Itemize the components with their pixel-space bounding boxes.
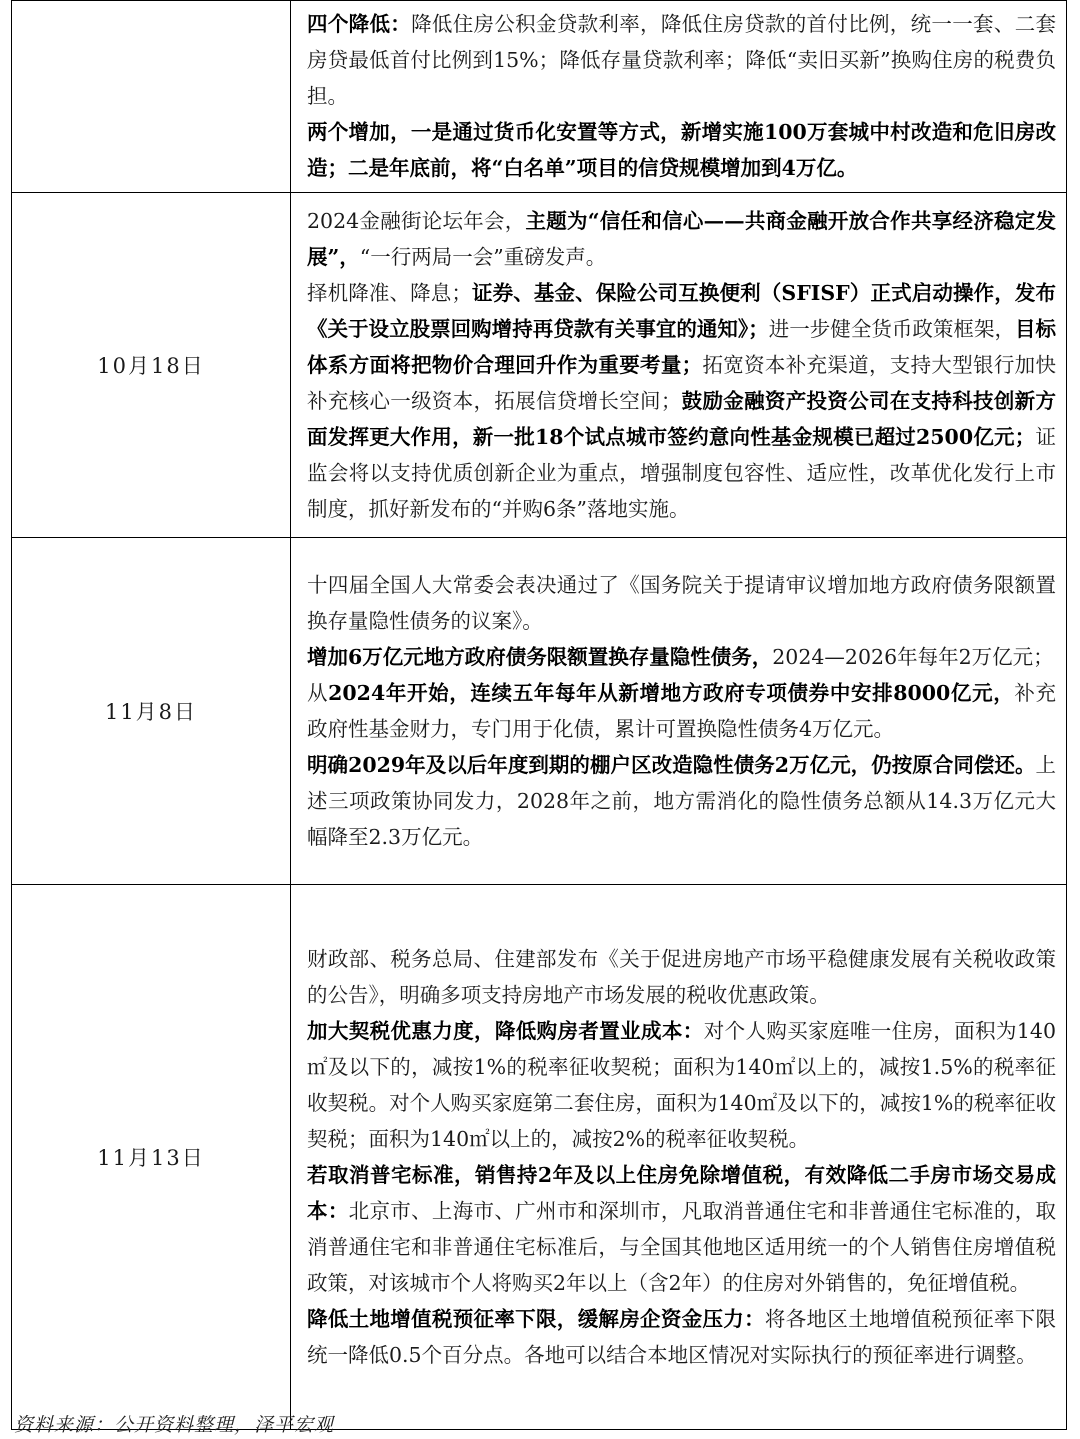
bold-text-segment: 主题为“信任和信心——共商金融开放合作共享经济稳定发展”， — [307, 208, 1056, 269]
text-segment: 2024—2026年每年2万亿元； — [772, 644, 1054, 669]
bold-text-segment: 若取消普宅标准，销售持2年及以上住房免除增值税，有效降低二手房市场交易成本： — [307, 1162, 1056, 1223]
policy-paragraph — [307, 1301, 1056, 1373]
policy-paragraph — [307, 675, 1056, 747]
policy-paragraph — [307, 1157, 1056, 1301]
date-cell: 11月13日 — [12, 885, 291, 1430]
source-note: 资料来源：公开资料整理，泽平宏观 — [14, 1414, 335, 1436]
table-row — [12, 885, 1067, 1430]
content-cell — [291, 193, 1067, 538]
content-cell — [291, 885, 1067, 1430]
text-segment: 十四届全国人大常委会表决通过了《国务院关于提请审议增加地方政府债务限额置换存量隐性债务的议案》。 — [307, 572, 1056, 633]
policy-paragraph — [307, 6, 1056, 114]
bold-text-segment: 两个增加，一是通过货币化安置等方式，新增实施100万套城中村改造和危旧房改造；二是年底前，将“白名单”项目的信贷规模增加到4万亿。 — [307, 120, 1056, 180]
content-cell — [291, 538, 1067, 885]
table-row — [12, 538, 1067, 885]
text-segment: 补充政府性基金财力，专门用于化债，累计可置换隐性债务4万亿元。 — [307, 680, 1057, 741]
text-segment: 对个人购买家庭唯一住房，面积为140㎡及以下的，减按1%的税率征收契税；面积为140㎡以上的，减按1.5%的税率征收契税。对个人购买家庭第二套住房，面积为140㎡及以下的，减按1%的税率征收契税；面积为140㎡以上的，减按2%的税率征收契税。 — [307, 1018, 1056, 1151]
text-segment: 将各地区土地增值税预征率下限统一降低0.5个百分点。各地可以结合本地区情况对实际执行的预征率进行调整。 — [307, 1306, 1057, 1367]
date-cell — [12, 1, 291, 193]
policy-table — [11, 0, 1067, 1430]
bold-text-segment: 增加6万亿元地方政府债务限额置换存量隐性债务， — [307, 644, 773, 669]
table-row — [12, 193, 1067, 538]
policy-paragraph — [307, 567, 1056, 639]
text-segment: 财政部、税务总局、住建部发布《关于促进房地产市场平稳健康发展有关税收政策的公告》，明确多项支持房地产市场发展的税收优惠政策。 — [307, 946, 1056, 1007]
policy-paragraph — [307, 639, 1056, 675]
text-segment: 上述三项政策协同发力，2028年之前，地方需消化的隐性债务总额从14.3万亿元大幅降至2.3万亿元。 — [307, 752, 1056, 849]
policy-paragraph — [307, 1013, 1056, 1157]
policy-paragraph — [307, 114, 1056, 186]
bold-text-segment: 鼓励金融资产投资公司在支持科技创新方面发挥更大作用，新一批18个试点城市签约意向性基金规模已超过2500亿元； — [307, 388, 1056, 449]
bold-text-segment: 降低土地增值税预征率下限，缓解房企资金压力： — [307, 1306, 765, 1331]
bold-text-segment: 2024年开始，连续五年每年从新增地方政府专项债券中安排8000亿元， — [328, 680, 1015, 705]
text-segment: 2024金融街论坛年会， — [307, 208, 526, 233]
text-segment: 从 — [307, 680, 329, 705]
policy-paragraph — [307, 203, 1056, 275]
policy-paragraph — [307, 941, 1056, 1013]
bold-text-segment: 证券、基金、保险公司互换便利（SFISF）正式启动操作，发布《关于设立股票回购增持再贷款有关事宜的通知》； — [307, 280, 1056, 341]
text-segment: 北京市、上海市、广州市和深圳市，凡取消普通住宅和非普通住宅标准的，取消普通住宅和非普通住宅标准后，与全国其他地区适用统一的个人销售住房增值税政策，对该城市个人将购买2年以上（含2年）的住房对外销售的，免征增值税。 — [307, 1198, 1057, 1295]
text-segment: “一行两局一会”重磅发声。 — [359, 244, 607, 269]
text-segment: 择机降准、降息； — [307, 280, 472, 305]
table-row — [12, 1, 1067, 193]
bold-text-segment: 加大契税优惠力度，降低购房者置业成本： — [307, 1018, 704, 1043]
policy-table-body — [12, 1, 1067, 1430]
policy-paragraph — [307, 275, 1056, 527]
date-cell: 10月18日 — [12, 193, 291, 538]
text-segment: 证监会将以支持优质创新企业为重点，增强制度包容性、适应性，改革优化发行上市制度，抓好新发布的“并购6条”落地实施。 — [307, 424, 1056, 521]
text-segment: 拓宽资本补充渠道，支持大型银行加快补充核心一级资本，拓展信贷增长空间； — [307, 352, 1056, 413]
bold-text-segment: 明确2029年及以后年度到期的棚户区改造隐性债务2万亿元，仍按原合同偿还。 — [307, 752, 1036, 777]
bold-text-segment: 目标体系方面将把物价合理回升作为重要考量； — [307, 316, 1057, 377]
policy-paragraph — [307, 747, 1056, 855]
content-cell — [291, 1, 1067, 193]
text-segment: 降低住房公积金贷款利率，降低住房贷款的首付比例，统一一套、二套房贷最低首付比例到15%；降低存量贷款利率；降低“卖旧买新”换购住房的税费负担。 — [307, 12, 1057, 108]
text-segment: 进一步健全货币政策框架， — [768, 316, 1015, 341]
date-cell: 11月8日 — [12, 538, 291, 885]
bold-text-segment: 四个降低： — [307, 12, 412, 36]
